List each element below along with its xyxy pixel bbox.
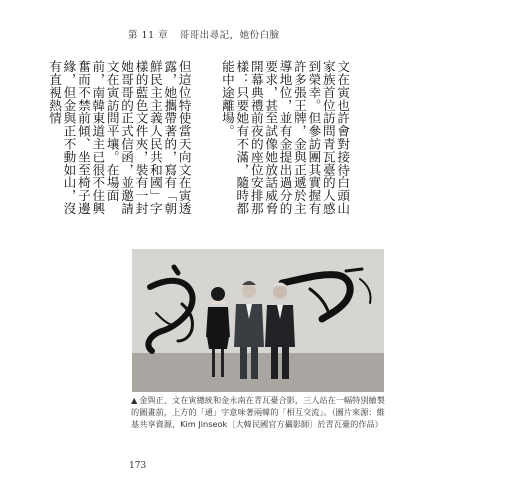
caption-text: 金與正、文在寅總統和金永南在青瓦臺合影，三人站在一幅特別繪製的圖畫前，上方的「通」字意味著兩韓的「相互交流」。（圖片來源：維基共享資源，Kim Jinseok〔大韓民國官方攝影師〕於青瓦臺的作品）	[131, 395, 385, 430]
chapter-label: 第 11 章	[128, 30, 169, 41]
paragraph-1: 文在寅也許會對接待白頭山家族首位訪問青瓦臺的人感到榮幸。但參訪團其實握有許多張王牌，金與正遞於主導地位，並有金提出過分的要求，甚至試像她放話威脅開幕典禮前夜的座位安排那樣：只要她有不滿，隨時都能中途離場。	[219, 60, 351, 215]
person-center	[234, 281, 264, 379]
paragraph-2: 但這位特使當天向文在寅透露，她攜帶著的，寫有「朝鮮民主主義人民共和國」字樣的藍色文件夾，裝有一封她哥哥的正式信函，並邀請文在寅訪問平壤。在場面前，南韓東道主已很不住興奮而不禁前傾、坐至椅子邊緣，但金與正不動如山，沒有直視熱情	[47, 60, 192, 215]
photo-caption	[131, 394, 389, 431]
photo	[132, 249, 384, 392]
page-header	[128, 27, 280, 41]
person-left	[206, 287, 230, 377]
photo-illustration	[132, 249, 384, 392]
body-text	[32, 60, 378, 218]
chapter-title: 哥哥出尋記，她份白臉	[179, 30, 280, 41]
people	[206, 281, 295, 379]
person-right	[265, 283, 295, 380]
caption-marker: ▲	[131, 395, 138, 405]
page-number: 173	[129, 461, 147, 471]
